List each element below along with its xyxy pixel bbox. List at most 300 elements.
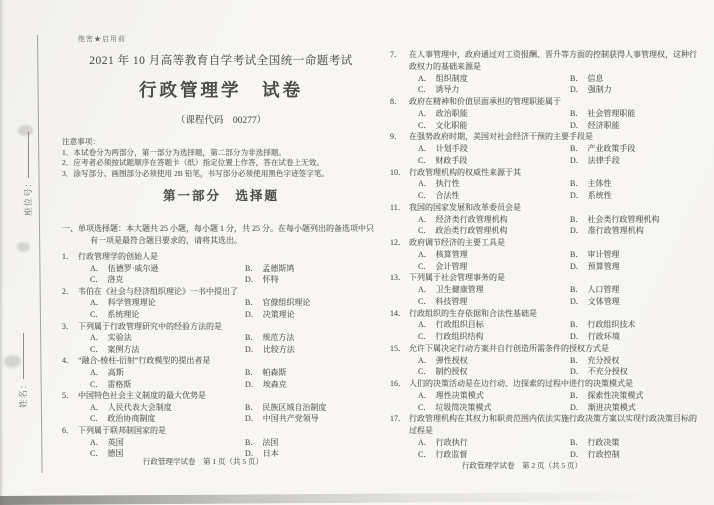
option-text: 英国	[107, 437, 124, 447]
question-number: 11．	[390, 202, 406, 212]
option-text: 信息	[587, 73, 604, 83]
option-D	[245, 344, 295, 356]
question-number: 5．	[62, 391, 74, 401]
option-D	[245, 379, 287, 391]
option-C	[90, 344, 245, 356]
option-text: 行政控制	[587, 449, 620, 459]
option-row	[62, 413, 380, 425]
option-text: 理性决策模式	[435, 390, 484, 400]
option-row	[390, 84, 702, 96]
option-letter: C．	[418, 449, 432, 459]
option-text: 法国	[262, 437, 279, 447]
name-blank-line	[22, 333, 24, 379]
option-A	[90, 437, 245, 449]
question-number: 4．	[62, 356, 74, 366]
option-letter: D．	[570, 367, 584, 377]
option-letter: C．	[418, 85, 432, 95]
option-row	[390, 143, 702, 155]
option-text: 组织制度	[435, 73, 468, 83]
option-B	[570, 249, 619, 261]
option-A	[418, 73, 570, 85]
option-letter: B．	[570, 144, 584, 153]
option-A	[90, 297, 245, 309]
question-number: 13．	[390, 273, 406, 283]
option-D	[245, 274, 279, 286]
option-text: 行政决策	[587, 437, 620, 447]
option-B	[570, 214, 659, 226]
option-B	[570, 178, 611, 190]
single-choice-instruction: 一、单项选择题：本大题共 25 小题，每小题 1 分，共 25 分。在每小题列出的备选项中只有一项是最符合题目要求的，请将其选出。	[62, 224, 374, 245]
option-text: 行政组织结构	[435, 332, 484, 341]
option-text: 比较方法	[262, 344, 295, 354]
question-number: 14．	[390, 308, 406, 318]
question-text: 行政管理机构的权威性来源于其	[409, 167, 521, 177]
option-text: 埃森克	[262, 379, 287, 389]
option-A	[418, 143, 570, 155]
option-row	[390, 437, 702, 449]
option-letter: B．	[570, 108, 584, 118]
option-letter: B．	[570, 73, 584, 83]
question-text: 在强势政府时期，美国对社会经济干预的主要手段是	[409, 132, 593, 142]
option-row	[390, 261, 702, 273]
question-text: 中国特色社会主义制度的最大优势是	[78, 391, 206, 401]
seat-number-blank-line	[27, 132, 29, 178]
question-item	[390, 237, 702, 272]
question-number: 16．	[390, 379, 406, 388]
question-item	[62, 286, 380, 321]
option-letter: A．	[90, 333, 104, 343]
option-A	[90, 367, 245, 379]
option-row	[390, 296, 702, 308]
question-text: “融合-棱柱-衍射”行政模型的提出者是	[78, 356, 211, 366]
option-text: 文体管理	[587, 296, 620, 306]
option-text: 会计管理	[435, 261, 468, 271]
option-letter: A．	[418, 73, 432, 83]
option-text: 行政组织技术	[587, 320, 636, 330]
option-text: 计划手段	[435, 144, 468, 153]
question-item	[62, 251, 380, 286]
option-B	[570, 355, 619, 367]
question-item	[390, 378, 702, 413]
classification-banner: 绝密★启用前	[78, 35, 126, 43]
option-text: 决策理论	[262, 309, 295, 319]
option-C	[418, 261, 570, 273]
option-text: 经济职能	[587, 120, 620, 130]
option-row	[390, 331, 702, 343]
option-text: 官僚组织理论	[262, 298, 311, 308]
option-text: 洛克	[107, 275, 124, 285]
option-letter: B．	[570, 437, 584, 447]
option-letter: B．	[245, 333, 259, 343]
question-item	[390, 131, 702, 166]
option-letter: A．	[418, 179, 432, 189]
option-row	[62, 309, 380, 321]
option-C	[418, 225, 570, 237]
option-text: 行政监督	[435, 449, 468, 459]
option-letter: B．	[570, 320, 584, 330]
option-text: 强制力	[587, 85, 612, 95]
option-letter: A．	[418, 285, 432, 294]
notes-title: 注意事项：	[62, 137, 100, 146]
option-text: 财政手段	[435, 155, 468, 165]
option-text: 系统性	[587, 191, 612, 200]
question-number: 6．	[62, 425, 74, 435]
option-letter: C．	[418, 296, 432, 306]
option-text: 案例方法	[107, 344, 140, 354]
option-text: 民族区域自治制度	[262, 402, 327, 412]
option-A	[418, 214, 570, 226]
option-text: 政治职能	[435, 108, 468, 118]
option-letter: A．	[418, 320, 432, 330]
question-item	[390, 96, 702, 131]
option-D	[570, 402, 636, 414]
option-letter: A．	[90, 402, 104, 412]
name-label	[17, 333, 29, 408]
option-row	[62, 297, 380, 309]
option-text: 审计管理	[587, 249, 620, 259]
option-row	[62, 332, 380, 344]
option-B	[570, 390, 643, 402]
option-A	[418, 390, 570, 402]
option-A	[418, 355, 570, 367]
option-text: 法律手段	[587, 155, 620, 165]
option-text: 科学管理理论	[107, 298, 156, 308]
option-text: 社会管理职能	[587, 108, 636, 118]
option-D	[570, 296, 620, 308]
option-text: 社会类行政管理机构	[587, 214, 660, 224]
question-number: 15．	[390, 343, 406, 353]
option-letter: B．	[570, 214, 584, 224]
option-row	[390, 225, 702, 237]
question-text: 行政组织的生存依据和合法性基础是	[409, 308, 537, 318]
option-letter: B．	[245, 437, 259, 447]
option-A	[418, 284, 570, 296]
option-letter: B．	[570, 390, 584, 400]
option-letter: D．	[570, 261, 584, 271]
option-A	[418, 319, 570, 331]
option-letter: A．	[418, 249, 432, 259]
option-letter: D．	[245, 344, 259, 354]
note-line: 3．涂写部分、画图部分必须使用 2B 铅笔，书写部分必须使用黑色字迹签字笔。	[62, 168, 330, 178]
question-item	[390, 343, 702, 378]
option-text: 帕森斯	[262, 367, 287, 377]
option-letter: B．	[570, 179, 584, 189]
question-number: 17．	[390, 414, 406, 424]
option-letter: C．	[90, 449, 104, 459]
option-text: 诱导力	[435, 85, 460, 95]
option-D	[570, 190, 612, 202]
option-letter: C．	[418, 332, 432, 341]
option-D	[245, 309, 295, 321]
scan-smudge	[17, 242, 30, 252]
question-text: 政府在精神和价值层面承担的管理职能属于	[409, 97, 561, 106]
question-text: 下列属于联邦制国家的是	[78, 425, 166, 435]
option-letter: D．	[570, 402, 584, 412]
option-text: 卫生健康管理	[435, 285, 484, 294]
question-item	[390, 167, 702, 202]
question-text: 允许下属决定行动方案并自行创造所需条件的授权方式是	[409, 343, 609, 353]
option-letter: B．	[245, 298, 259, 308]
option-row	[62, 402, 380, 414]
option-letter: D．	[570, 449, 584, 459]
option-B	[570, 284, 619, 296]
option-letter: C．	[418, 226, 432, 236]
option-row	[390, 355, 702, 367]
question-text: 政府调节经济的主要工具是	[409, 238, 505, 247]
option-row	[390, 120, 702, 132]
option-text: 垃圾筒决策模式	[435, 402, 492, 412]
option-C	[418, 331, 570, 343]
option-text: 雷格斯	[107, 379, 132, 389]
option-C	[418, 449, 570, 461]
question-text: 下列属于社会管理事务的是	[409, 273, 505, 283]
option-letter: D．	[570, 226, 584, 236]
option-text: 科技管理	[435, 296, 468, 306]
option-row	[62, 379, 380, 391]
option-text: 主体性	[587, 179, 612, 189]
option-row	[62, 263, 380, 275]
option-text: 执行性	[435, 179, 460, 189]
note-line: 1．本试卷分为两部分，第一部分为选择题，第二部分为非选择题。	[62, 147, 287, 157]
course-code: （课程代码 00277）	[175, 116, 267, 126]
option-row	[62, 274, 380, 286]
option-letter: A．	[418, 355, 432, 365]
option-B	[570, 73, 603, 85]
seat-number-label	[22, 132, 34, 216]
option-text: 探索性决策模式	[587, 390, 644, 400]
option-text: 经济类行政管理机构	[435, 214, 508, 224]
option-row	[62, 437, 380, 449]
question-list-page2	[390, 49, 702, 460]
option-text: 伍德罗·威尔逊	[107, 263, 159, 273]
option-row	[390, 249, 702, 261]
option-row	[62, 344, 380, 356]
option-letter: D．	[245, 449, 259, 459]
option-text: 政治类行政管理机构	[435, 226, 508, 236]
option-A	[418, 178, 570, 190]
question-number: 7．	[390, 50, 402, 59]
option-letter: B．	[245, 263, 259, 273]
question-item	[62, 390, 380, 425]
option-B	[570, 143, 635, 155]
option-row	[62, 367, 380, 379]
question-number: 10．	[390, 167, 406, 177]
option-letter: A．	[90, 298, 104, 308]
option-D	[570, 331, 620, 343]
option-letter: D．	[245, 414, 259, 424]
option-letter: C．	[418, 120, 432, 130]
option-text: 制约授权	[435, 367, 468, 377]
option-letter: B．	[245, 367, 259, 377]
option-C	[418, 296, 570, 308]
option-letter: C．	[418, 367, 432, 377]
option-letter: C．	[418, 155, 432, 165]
option-text: 不充分授权	[587, 367, 628, 377]
option-text: 政治协商制度	[107, 414, 156, 424]
option-letter: C．	[90, 344, 104, 354]
option-letter: C．	[418, 402, 432, 412]
option-text: 产业政策手段	[587, 144, 636, 153]
option-text: 规范方法	[262, 333, 295, 343]
option-row	[390, 178, 702, 190]
option-D	[570, 366, 628, 378]
paper-left-edge-shadow	[0, 0, 4, 505]
question-text: 人们的决策活动是在边行动、边探索的过程中进行的决策模式是	[409, 379, 633, 388]
option-letter: B．	[570, 285, 584, 294]
page1-footer: 行政管理学试卷 第 1 页（共 5 页）	[143, 457, 263, 466]
option-row	[390, 155, 702, 167]
question-text: 下列属于行政管理研究中的经验方法的是	[78, 321, 222, 331]
option-letter: D．	[570, 85, 584, 95]
paper-title: 行政管理学 试卷	[139, 80, 303, 100]
seat-number-text: 座位号：	[23, 177, 33, 216]
question-item	[390, 202, 702, 237]
option-letter: D．	[570, 120, 584, 130]
option-letter: A．	[90, 263, 104, 273]
option-row	[390, 73, 702, 85]
page-2	[390, 44, 702, 460]
option-text: 孟德斯鸠	[262, 263, 295, 273]
option-C	[90, 413, 245, 425]
option-B	[245, 437, 278, 449]
option-B	[245, 297, 310, 309]
option-B	[570, 437, 619, 449]
option-letter: C．	[90, 379, 104, 389]
page2-footer: 行政管理学试卷 第 2 页（共 5 页）	[462, 461, 582, 470]
option-text: 日本	[262, 449, 279, 459]
option-C	[90, 274, 245, 286]
option-letter: D．	[570, 332, 584, 341]
option-text: 德国	[107, 449, 124, 459]
question-text: 行政管理学的创始人是	[78, 252, 158, 261]
option-row	[390, 108, 702, 120]
option-letter: A．	[90, 437, 104, 447]
option-text: 中国共产党领导	[262, 414, 319, 424]
option-text: 行政组织目标	[435, 320, 484, 330]
option-letter: A．	[418, 214, 432, 224]
option-text: 合法性	[435, 191, 460, 200]
option-letter: C．	[90, 414, 104, 424]
notes-block	[62, 137, 380, 179]
option-A	[90, 402, 245, 414]
question-item	[62, 355, 380, 390]
option-D	[570, 84, 612, 96]
option-A	[418, 437, 570, 449]
option-C	[418, 155, 570, 167]
option-letter: A．	[418, 390, 432, 400]
question-number: 2．	[62, 286, 74, 296]
page-1	[62, 52, 380, 460]
option-letter: C．	[90, 309, 104, 319]
option-D	[570, 225, 644, 237]
exam-session-title: 2021 年 10 月高等教育自学考试全国统一命题考试	[89, 55, 353, 67]
question-item	[390, 49, 702, 96]
option-D	[570, 120, 620, 132]
option-text: 预算管理	[587, 261, 620, 271]
question-item	[62, 321, 380, 356]
option-A	[418, 249, 570, 261]
option-row	[390, 214, 702, 226]
option-letter: A．	[418, 108, 432, 118]
option-A	[90, 332, 245, 344]
option-text: 高斯	[107, 367, 124, 377]
option-row	[390, 449, 702, 461]
option-C	[418, 120, 570, 132]
question-number: 3．	[62, 321, 74, 331]
question-number: 9．	[390, 132, 402, 142]
section-heading: 第一部分 选择题	[162, 189, 279, 203]
option-letter: D．	[245, 309, 259, 319]
option-letter: A．	[418, 437, 432, 447]
option-A	[90, 263, 245, 275]
option-B	[245, 402, 326, 414]
option-B	[245, 263, 294, 275]
option-text: 怀特	[262, 275, 279, 285]
option-text: 充分授权	[587, 355, 620, 365]
option-letter: C．	[418, 261, 432, 271]
option-text: 人口管理	[587, 285, 620, 294]
question-text: 韦伯在《社会与经济组织理论》一书中提出了	[78, 286, 238, 296]
option-letter: A．	[418, 144, 432, 153]
margin-binding-line	[37, 35, 43, 473]
option-D	[570, 155, 620, 167]
question-item	[390, 413, 702, 460]
option-text: 人民代表大会制度	[107, 402, 172, 412]
option-letter: D．	[245, 379, 259, 389]
option-text: 系统理论	[107, 309, 140, 319]
option-row	[390, 319, 702, 331]
question-number: 1．	[62, 252, 74, 261]
note-line: 2．应考者必须按试题顺序在答题卡（纸）指定位置上作答，答在试卷上无效。	[62, 158, 324, 167]
option-C	[418, 402, 570, 414]
option-B	[245, 332, 294, 344]
option-C	[418, 190, 570, 202]
option-letter: C．	[418, 191, 432, 200]
question-list-page1	[62, 251, 380, 460]
option-row	[390, 190, 702, 202]
option-letter: C．	[90, 275, 104, 285]
option-text: 渐进决策模式	[587, 402, 636, 412]
question-text: 在人事管理中，政府通过对工资报酬、晋升等方面的控制获得人事管理权，这种行政权力的基础来源是	[409, 50, 697, 71]
option-row	[390, 390, 702, 402]
option-letter: A．	[90, 367, 104, 377]
option-B	[245, 367, 286, 379]
question-item	[62, 425, 380, 460]
option-C	[418, 84, 570, 96]
question-number: 8．	[390, 97, 402, 106]
option-row	[390, 284, 702, 296]
option-letter: B．	[570, 249, 584, 259]
option-C	[90, 309, 245, 321]
option-text: 文化职能	[435, 120, 468, 130]
question-number: 12．	[390, 238, 406, 247]
question-text: 我国的国家发展和改革委员会是	[409, 202, 521, 212]
name-text: 姓名：	[18, 379, 28, 408]
option-text: 准行政管理机构	[587, 226, 644, 236]
option-letter: D．	[570, 296, 584, 306]
option-C	[90, 379, 245, 391]
option-A	[418, 108, 570, 120]
option-row	[390, 402, 702, 414]
option-text: 实验法	[107, 333, 132, 343]
question-item	[390, 308, 702, 343]
option-letter: B．	[245, 402, 259, 412]
option-letter: B．	[570, 355, 584, 365]
option-C	[418, 366, 570, 378]
option-D	[570, 261, 620, 273]
question-item	[390, 272, 702, 307]
scan-bottom-shadow	[0, 492, 660, 505]
